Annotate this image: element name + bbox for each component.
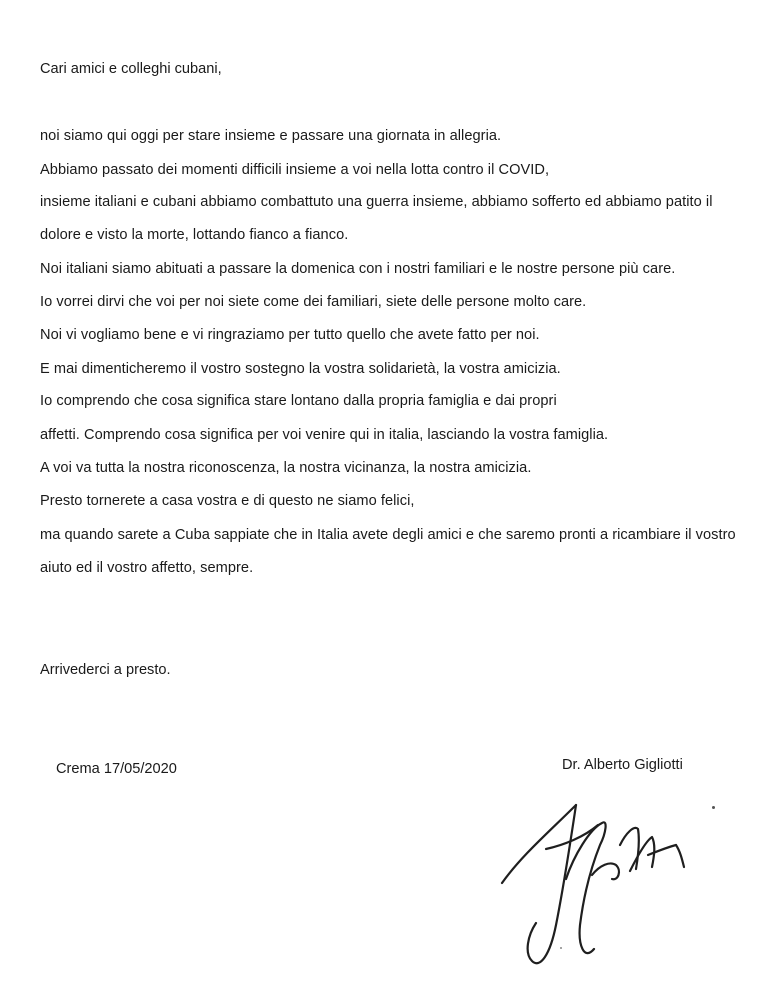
body-line: Presto tornerete a casa vostra e di questo ne siamo felici, [40,493,415,509]
body-line: dolore e visto la morte, lottando fianco a fianco. [40,227,349,243]
body-line: ma quando sarete a Cuba sappiate che in Italia avete degli amici e che saremo pronti a ricambiare il vostro [40,527,736,543]
body-line: noi siamo qui oggi per stare insieme e passare una giornata in allegria. [40,128,502,144]
signatory-name: Dr. Alberto Gigliotti [562,757,683,773]
scan-speck [560,947,562,949]
body-line: Io comprendo che cosa significa stare lontano dalla propria famiglia e dai propri [40,393,557,409]
letter-farewell: Arrivederci a presto. [40,662,171,678]
body-line: insieme italiani e cubani abbiamo combattuto una guerra insieme, abbiamo sofferto ed abbiamo patito il [40,194,713,210]
scan-speck [712,806,715,809]
body-line: Noi vi vogliamo bene e vi ringraziamo per tutto quello che avete fatto per noi. [40,327,540,343]
body-line: Abbiamo passato dei momenti difficili insieme a voi nella lotta contro il COVID, [40,162,550,178]
body-line: A voi va tutta la nostra riconoscenza, la nostra vicinanza, la nostra amicizia. [40,460,532,476]
body-line: aiuto ed il vostro affetto, sempre. [40,560,254,576]
place-date: Crema 17/05/2020 [56,761,177,777]
letter-greeting: Cari amici e colleghi cubani, [40,61,222,77]
body-line: E mai dimenticheremo il vostro sostegno la vostra solidarietà, la vostra amicizia. [40,361,561,377]
body-line: Io vorrei dirvi che voi per noi siete come dei familiari, siete delle persone molto care. [40,294,587,310]
body-line: Noi italiani siamo abituati a passare la domenica con i nostri familiari e le nostre persone più care. [40,261,676,277]
body-line: affetti. Comprendo cosa significa per voi venire qui in italia, lasciando la vostra famiglia. [40,427,609,443]
handwritten-signature [480,785,720,985]
